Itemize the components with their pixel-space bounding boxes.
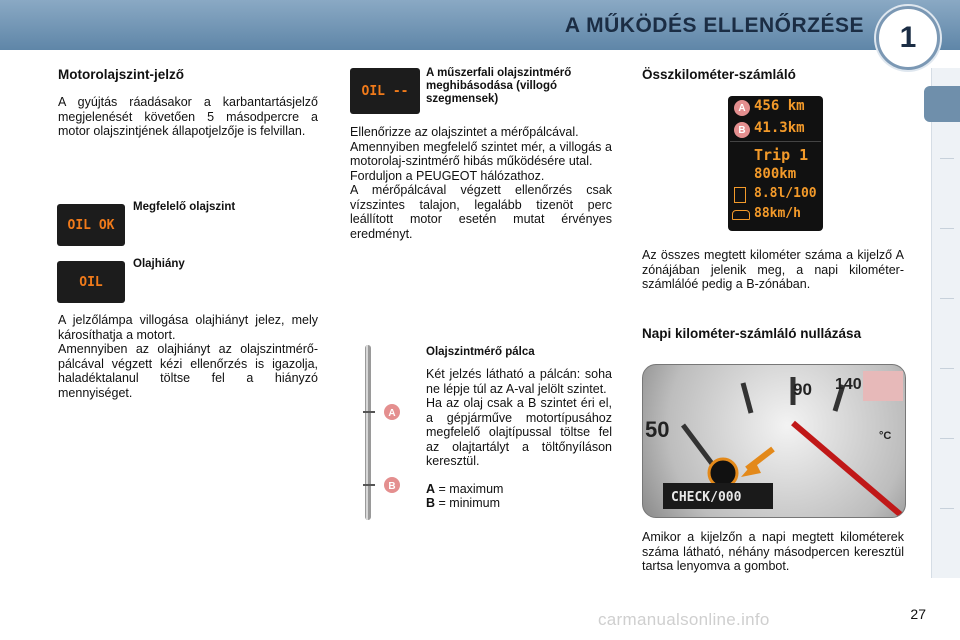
oil-indicator-heading: Motorolajszint-jelző bbox=[58, 67, 184, 82]
odometer-divider bbox=[730, 141, 821, 142]
side-tab-divider bbox=[940, 438, 954, 439]
oil-ok-display-text: OIL OK bbox=[67, 217, 115, 233]
chapter-badge: 1 bbox=[876, 6, 940, 70]
odometer-heading: Összkilométer-számláló bbox=[642, 67, 796, 82]
oil-fault-display bbox=[350, 68, 420, 114]
dipstick-title: Olajszintmérő pálca bbox=[426, 346, 535, 358]
oil-ok-label: Megfelelő olajszint bbox=[133, 201, 236, 213]
gauge-temp-unit: °C bbox=[879, 430, 892, 442]
dipstick-max-line bbox=[426, 482, 503, 497]
oil-indicator-intro: A gyújtás ráadásakor a karbantartásjelző megjelenését követően 5 másodpercre a motor olajszintjének állapotjelzője is felvillan. bbox=[58, 95, 318, 138]
side-tab-active[interactable] bbox=[924, 86, 960, 122]
side-tab-divider bbox=[940, 158, 954, 159]
gauge-label-50: 50 bbox=[645, 417, 670, 442]
page-number: 27 bbox=[910, 606, 926, 622]
oil-refill-text: Amennyiben az olajhiányt az olajszintmérő-pálcával végzett kézi ellenőrzés is igazolja, haladéktalanul töltse fel a hiányzó mennyiséget. bbox=[58, 342, 318, 400]
odometer-zone-b-badge: B bbox=[734, 122, 750, 138]
gauge-label-90: 90 bbox=[793, 380, 812, 399]
trip-reset-button[interactable] bbox=[709, 459, 737, 487]
gauge-red-zone bbox=[863, 371, 903, 401]
page-title: A MŰKÖDÉS ELLENŐRZÉSE bbox=[564, 14, 864, 37]
odometer-text: Az összes megtett kilométer száma a kijelző A zónájában jelenik meg, a napi kilométer-számlálóé pedig a B-zónában. bbox=[642, 248, 904, 291]
side-tab-divider bbox=[940, 298, 954, 299]
oil-low-display bbox=[57, 261, 125, 303]
odometer-total: 456 km bbox=[754, 98, 805, 114]
trip-consumption: 8.8l/100 bbox=[754, 186, 817, 201]
gauge-label-140: 140 bbox=[835, 376, 862, 393]
dipstick-illustration bbox=[355, 345, 405, 520]
watermark: carmanualsonline.info bbox=[598, 610, 770, 629]
car-icon bbox=[732, 210, 750, 220]
oil-low-display-text: OIL bbox=[79, 274, 103, 290]
trip-reset-heading: Napi kilométer-számláló nullázása bbox=[642, 326, 862, 341]
trip-distance: 800km bbox=[754, 166, 797, 182]
gauge-ticks bbox=[683, 377, 843, 465]
dipstick-text: Két jelzés látható a pálcán: soha ne lépje túl az A-val jelölt szintet. Ha az olaj csak a B szintet éri el, a gépjárműve motortípusához megfelelő olajtípussal töltse fel az olajtartályt a töltőnyíláson keresztül. bbox=[426, 367, 612, 468]
dipstick-max-text: = maximum bbox=[438, 482, 504, 496]
gauge-check-text: CHECK/000 bbox=[671, 490, 742, 505]
oil-gauge-fault-title: A műszerfali olajszintmérő meghibásodása (villogó szegmensek) bbox=[426, 67, 572, 105]
odometer-display bbox=[728, 96, 823, 231]
dipstick-max-letter: A bbox=[426, 482, 436, 496]
odometer-trip: 41.3km bbox=[754, 120, 805, 136]
dipstick-min-line bbox=[426, 496, 500, 511]
oil-gauge-fault-text: Ellenőrizze az olajszintet a mérőpálcával. Amennyiben megfelelő szintet mér, a villogás a motorolaj-szintmérő hibás működésére utal. Forduljon a PEUGEOT hálózathoz. A mérőpálcával végzett ellenőrzés csak vízszintes talajon, legalább tizenöt perc leállított motor esetén mutat érvényes eredményt. bbox=[350, 125, 612, 241]
oil-low-label: Olajhiány bbox=[133, 258, 185, 270]
gauge-svg bbox=[643, 365, 905, 517]
trip-reset-text: Amikor a kijelzőn a napi megtett kilométerek száma látható, néhány másodpercen keresztül tartsa lenyomva a gombot. bbox=[642, 530, 904, 573]
side-tab-divider bbox=[940, 508, 954, 509]
dipstick-min-letter: B bbox=[426, 496, 436, 510]
side-tab-divider bbox=[940, 368, 954, 369]
side-tab-divider bbox=[940, 228, 954, 229]
oil-warning-text: A jelzőlámpa villogása olajhiányt jelez, mely károsíthatja a motort. bbox=[58, 313, 318, 342]
dipstick-mark-b-letter: B bbox=[388, 481, 396, 492]
instrument-cluster-illustration bbox=[642, 364, 906, 518]
fuel-pump-icon bbox=[734, 187, 746, 203]
page-header bbox=[0, 0, 960, 50]
dipstick-mark-a-letter: A bbox=[388, 408, 396, 419]
odometer-zone-a-badge: A bbox=[734, 100, 750, 116]
oil-ok-display bbox=[57, 204, 125, 246]
oil-fault-display-text: OIL -- bbox=[361, 83, 409, 99]
dipstick-min-text: = minimum bbox=[438, 496, 500, 510]
dipstick-highlight bbox=[366, 345, 368, 520]
trip-computer-title: Trip 1 bbox=[754, 146, 809, 164]
trip-speed: 88km/h bbox=[754, 206, 801, 221]
chapter-side-tabs bbox=[931, 68, 960, 578]
